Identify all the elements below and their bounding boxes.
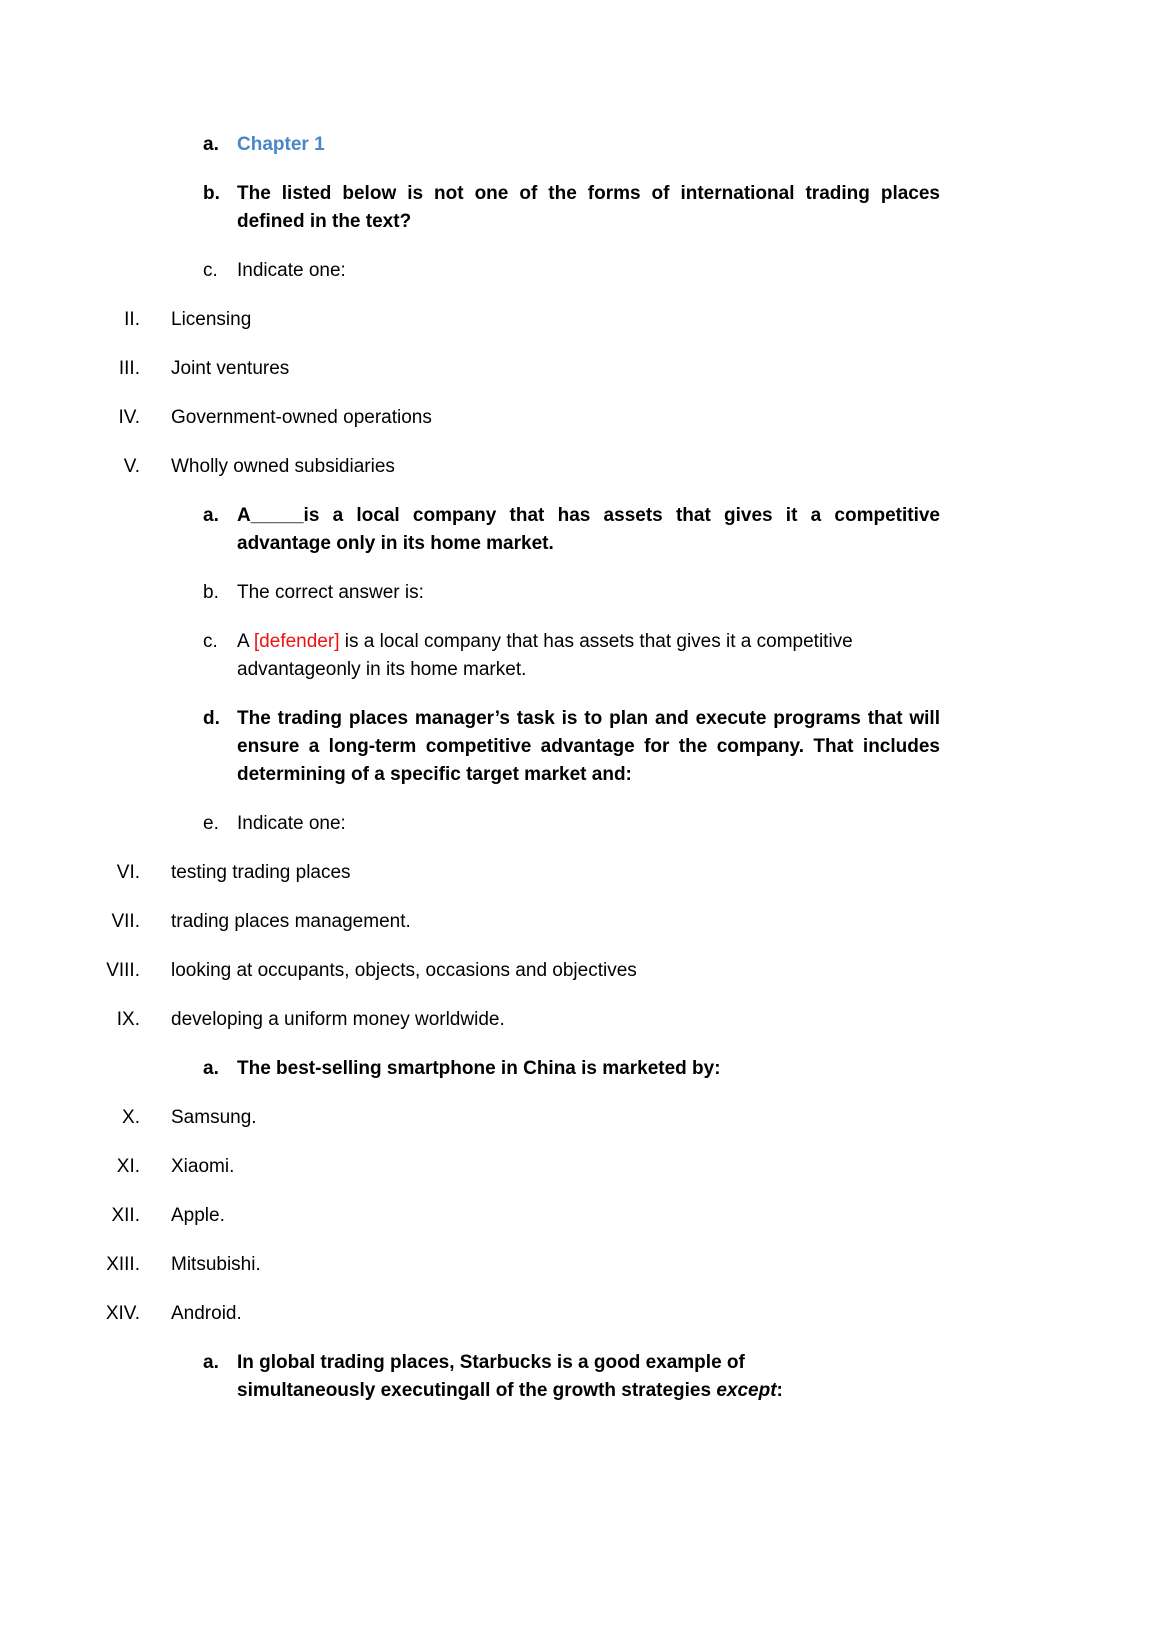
paragraph-text [237,810,940,838]
list-marker: XIV. [105,1303,140,1324]
text-segment: Joint ventures [171,358,290,379]
text-segment: Indicate one: [237,260,346,281]
document-body [0,131,1157,1405]
letter-list-item [0,257,1157,285]
roman-list-item [0,1202,1157,1230]
text-segment: Government-owned operations [171,407,432,428]
text-segment: The correct answer is: [237,582,424,603]
paragraph-text [171,908,1051,936]
list-marker: VII. [111,911,140,932]
text-segment: The listed below is not one of the forms of international trading places defined in the text? [237,183,940,232]
letter-list-item [0,131,1157,159]
roman-list-item [0,1251,1157,1279]
text-segment: Xiaomi. [171,1156,235,1177]
roman-list-item [0,1104,1157,1132]
text-segment: Mitsubishi. [171,1254,261,1275]
paragraph-text [171,355,1051,383]
paragraph-text [237,502,940,558]
paragraph-text [171,306,1051,334]
text-segment: is a local company that has assets that gives it a competitive advantageonly in its home market. [237,631,853,680]
list-marker: b. [203,582,219,603]
text-segment: : [776,1380,783,1401]
letter-list-item [0,628,1157,684]
roman-list-item [0,1006,1157,1034]
list-marker: X. [122,1107,140,1128]
paragraph-text [237,131,940,159]
text-segment: Indicate one: [237,813,346,834]
list-marker: b. [203,183,220,204]
paragraph-text [171,1202,1051,1230]
letter-list-item [0,810,1157,838]
list-marker: III. [118,358,140,379]
answer-highlight: [defender] [253,631,340,652]
paragraph-text [237,1055,940,1083]
paragraph-text [237,705,940,789]
paragraph-text [237,1349,940,1405]
paragraph-text [171,1300,1051,1328]
paragraph-text [171,453,1051,481]
roman-list-item [0,859,1157,887]
paragraph-text [237,579,940,607]
list-marker: a. [203,1352,219,1373]
paragraph-text [237,180,940,236]
text-segment: Licensing [171,309,252,330]
roman-list-item [0,404,1157,432]
text-segment: Wholly owned subsidiaries [171,456,395,477]
paragraph-text [171,1251,1051,1279]
text-segment: except [716,1380,777,1401]
list-marker: a. [203,1058,219,1079]
text-segment: A [237,631,254,652]
list-marker: VIII. [106,960,140,981]
text-segment: Android. [171,1303,242,1324]
letter-list-item [0,1055,1157,1083]
paragraph-text [237,257,940,285]
text-segment: In global trading places, Starbucks is a good example of [237,1352,745,1373]
paragraph-text [171,1153,1051,1181]
list-marker: a. [203,134,219,155]
chapter-link[interactable]: Chapter 1 [237,134,325,155]
list-marker: IV. [118,407,140,428]
list-marker: IX. [116,1009,140,1030]
text-segment: developing a uniform money worldwide. [171,1009,505,1030]
letter-list-item [0,705,1157,789]
letter-list-item [0,579,1157,607]
text-segment: The best-selling smartphone in China is marketed by: [237,1058,721,1079]
list-marker: e. [203,813,219,834]
paragraph-text [171,1104,1051,1132]
list-marker: VI. [116,862,140,883]
paragraph-text [237,628,940,684]
letter-list-item [0,502,1157,558]
text-segment: The trading places manager’s task is to plan and execute programs that will ensure a long-term competitive advantage for the company. That includes determining of a specific target market and: [237,708,940,785]
list-marker: a. [203,505,219,526]
list-marker: XI. [116,1156,140,1177]
text-segment: simultaneously executingall of the growth strategies [237,1380,717,1401]
list-marker: II. [124,309,140,330]
paragraph-text [171,1006,1051,1034]
list-marker: c. [203,260,218,281]
letter-list-item [0,180,1157,236]
letter-list-item [0,1349,1157,1405]
text-segment: A_____is a local company that has assets that gives it a competitive advantage only in its home market. [237,505,940,554]
text-segment: Samsung. [171,1107,257,1128]
text-segment: testing trading places [171,862,351,883]
paragraph-text [171,859,1051,887]
text-segment: trading places management. [171,911,411,932]
list-marker: V. [123,456,140,477]
roman-list-item [0,1300,1157,1328]
roman-list-item [0,355,1157,383]
roman-list-item [0,957,1157,985]
roman-list-item [0,908,1157,936]
text-segment: looking at occupants, objects, occasions and objectives [171,960,637,981]
roman-list-item [0,1153,1157,1181]
paragraph-text [171,404,1051,432]
text-segment: Apple. [171,1205,225,1226]
list-marker: XII. [111,1205,140,1226]
list-marker: c. [203,631,218,652]
roman-list-item [0,453,1157,481]
list-marker: XIII. [106,1254,140,1275]
roman-list-item [0,306,1157,334]
paragraph-text [171,957,1051,985]
list-marker: d. [203,708,220,729]
